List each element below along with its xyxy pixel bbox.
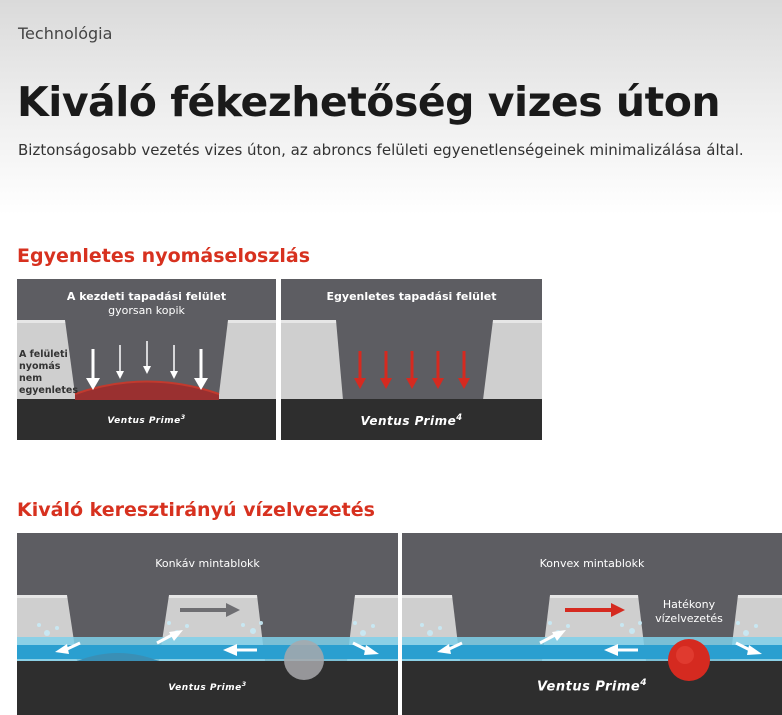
pressure-caption-line1: A kezdeti tapadási felület [66, 290, 227, 303]
hero-header [0, 0, 782, 215]
breadcrumb[interactable]: Technológia [18, 24, 113, 43]
brand-version: 4 [640, 678, 648, 688]
page-subtitle: Biztonságosabb vezetés vizes úton, az abroncs felületi egyenetlenségeinek minimalizálása által. [18, 141, 744, 159]
brand-name: Ventus Prime [168, 683, 242, 693]
uneven-pressure-label: A felületi nyomás nem egyenletes [19, 349, 78, 396]
brand-name: Ventus Prime [360, 414, 457, 428]
section-title-water-drainage: Kiváló keresztirányú vízelvezetés [17, 499, 375, 521]
brand-logo-ventus-prime-3 [17, 414, 276, 426]
brand-name: Ventus Prime [536, 679, 641, 695]
brand-version: 3 [241, 681, 247, 688]
brand-version: 3 [180, 414, 186, 421]
drainage-diagram-concave [17, 533, 398, 715]
pressure-diagram-ventus-prime-3 [17, 279, 276, 440]
even-pressure-caption: Egyenletes tapadási felület [326, 290, 497, 303]
brand-logo-ventus-prime-4 [402, 678, 782, 694]
brand-version: 4 [456, 412, 463, 422]
drainage-diagram-convex [402, 533, 782, 715]
page-title: Kiváló fékezhetőség vizes úton [17, 78, 721, 126]
brand-name: Ventus Prime [107, 416, 181, 426]
concave-block-caption: Konkáv mintablokk [155, 557, 260, 570]
pressure-caption-line2: gyorsan kopik [108, 304, 185, 317]
efficient-drainage-note: Hatékony vízelvezetés [655, 598, 723, 625]
pressure-diagram-ventus-prime-4 [281, 279, 542, 440]
brand-logo-ventus-prime-4 [281, 412, 542, 428]
convex-block-caption: Konvex mintablokk [539, 557, 645, 570]
brand-logo-ventus-prime-3 [17, 681, 398, 693]
section-title-pressure: Egyenletes nyomáseloszlás [17, 245, 311, 267]
